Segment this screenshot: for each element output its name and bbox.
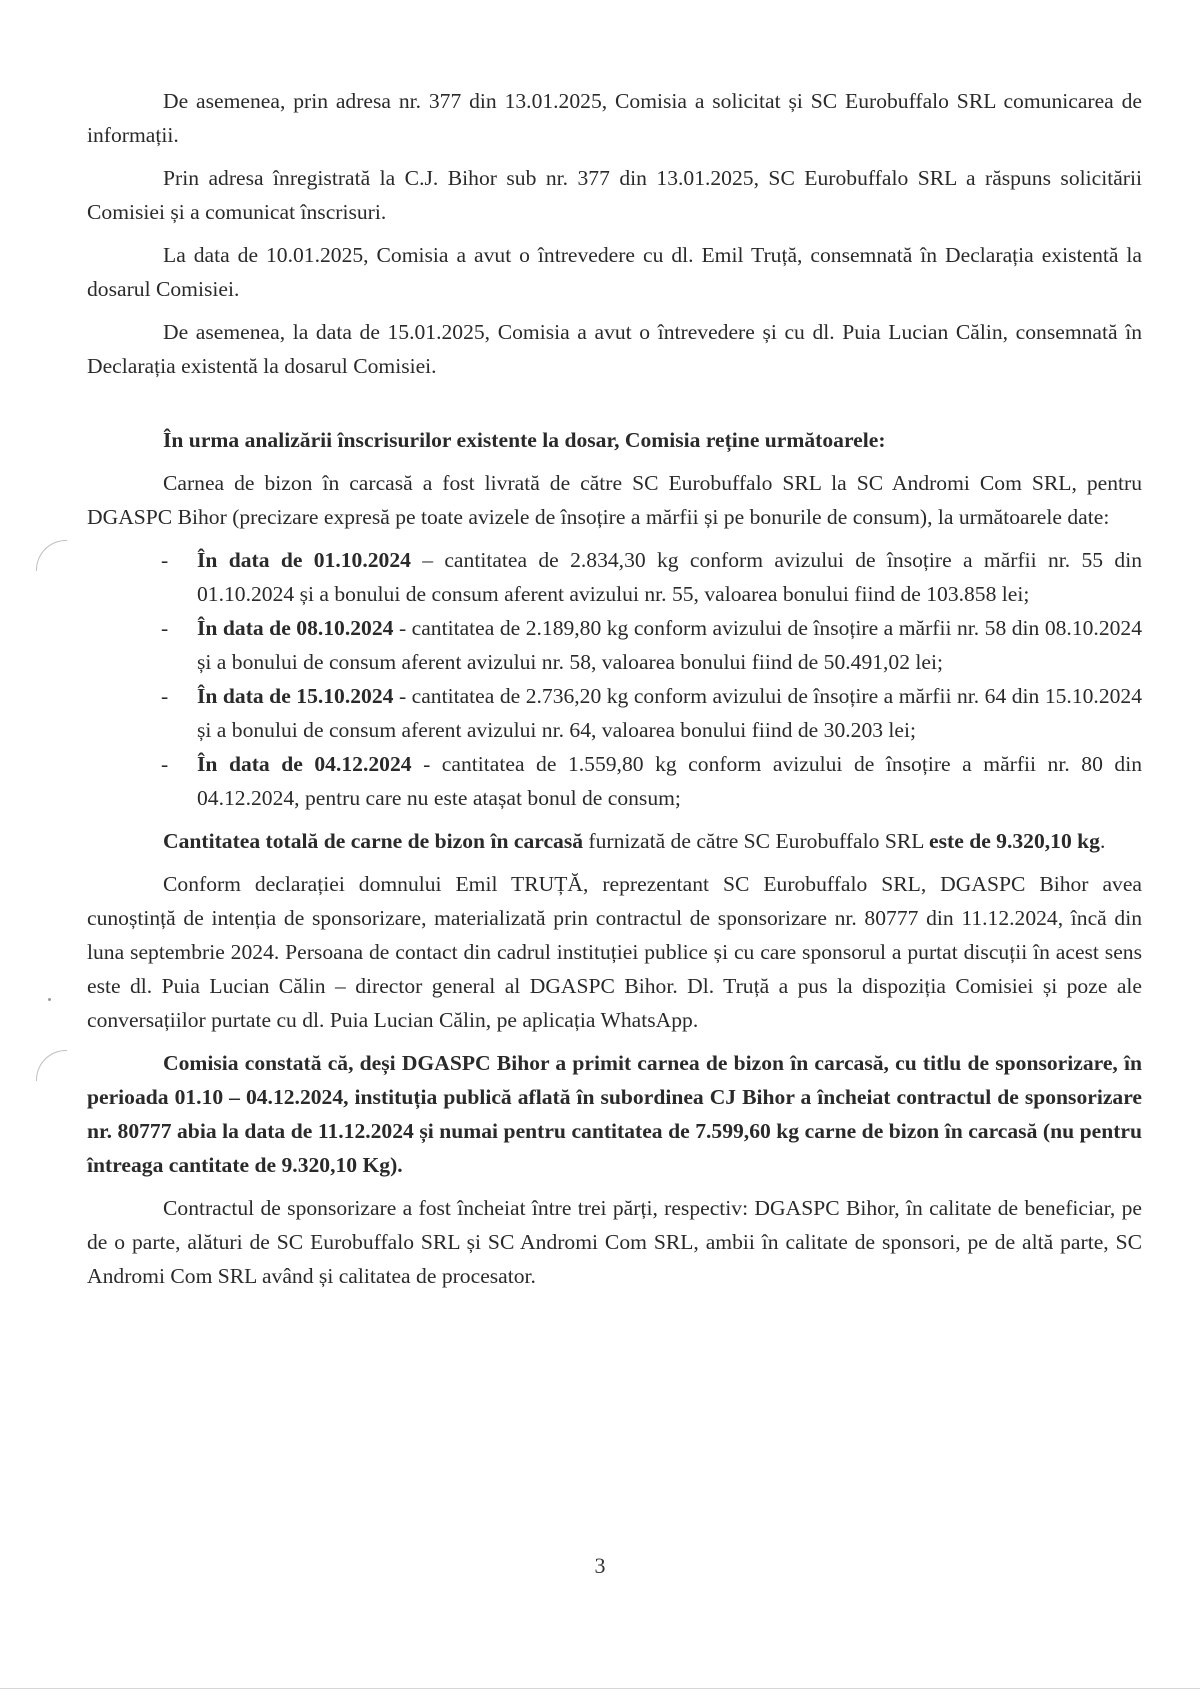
paragraph-meeting-puia: De asemenea, la data de 15.01.2025, Comisia a avut o întrevedere și cu dl. Puia Lucian Călin, consemnată în Declarația existentă la dosarul Comisiei. [87, 320, 1142, 378]
delivery-details: - cantitatea de 1.559,80 kg conform avizului de însoțire a mărfii nr. 80 din 04.12.2024, pentru care nu este atașat bonul de consum; [197, 752, 1142, 810]
delivery-details: - cantitatea de 2.189,80 kg conform avizului de însoțire a mărfii nr. 58 din 08.10.2024 și a bonului de consum aferent avizului nr. 58, valoarea bonului fiind de 50.491,02 lei; [197, 616, 1143, 674]
paragraph-commission-finding: Comisia constată că, deși DGASPC Bihor a primit carnea de bizon în carcasă, cu titlu de sponsorizare, în perioada 01.10 – 04.12.2024, instituția publică aflată în subordinea CJ Bihor a încheiat contractul de sponsorizare nr. 80777 abia la data de 11.12.2024 și numai pentru cantitatea de 7.599,60 kg carne de bizon în carcasă (nu pentru întreaga cantitate de 9.320,10 Kg). [87, 1051, 1142, 1177]
delivery-details: - cantitatea de 2.736,20 kg conform avizului de însoțire a mărfii nr. 64 din 15.10.2024 și a bonului de consum aferent avizului nr. 64, valoarea bonului fiind de 30.203 lei; [197, 684, 1143, 742]
paragraph-request-info: De asemenea, prin adresa nr. 377 din 13.01.2025, Comisia a solicitat și SC Eurobuffalo SRL comunicarea de informații. [87, 89, 1142, 147]
paragraph-declaration: Conform declarației domnului Emil TRUȚĂ, reprezentant SC Eurobuffalo SRL, DGASPC Bihor avea cunoștință de intenția de sponsorizare, materializată prin contractul de sponsorizare nr. 80777 din 11.12.2024, încă din luna septembrie 2024. Persoana de contact din cadrul instituției publice și cu care sponsorul a purtat discuții în acest sens este dl. Puia Lucian Călin – director general al DGASPC Bihor. Dl. Truță a pus la dispoziția Comisiei și poze ale conversațiilor purtate cu dl. Puia Lucian Călin, pe aplicația WhatsApp. [87, 872, 1142, 1032]
paragraph-response: Prin adresa înregistrată la C.J. Bihor sub nr. 377 din 13.01.2025, SC Eurobuffalo SRL a răspuns solicitării Comisiei și a comunicat înscrisuri. [87, 166, 1142, 224]
paragraph-total-quantity: Cantitatea totală de carne de bizon în carcasă furnizată de către SC Eurobuffalo SRL este de 9.320,10 kg. [163, 829, 1106, 853]
paragraph-contract: Contractul de sponsorizare a fost încheiat între trei părți, respectiv: DGASPC Bihor, în calitate de beneficiar, pe de o parte, alături de SC Eurobuffalo SRL și SC Andromi Com SRL, ambii în calitate de sponsori, pe de altă parte, SC Andromi Com SRL având și calitatea de procesator. [87, 1196, 1142, 1288]
paragraph-delivery-intro: Carnea de bizon în carcasă a fost livrată de către SC Eurobuffalo SRL la SC Andromi Com SRL, pentru DGASPC Bihor (precizare expresă pe toate avizele de însoțire a mărfii și pe bonurile de consum), la următoarele date: [87, 471, 1142, 529]
document-body [87, 84, 1142, 1302]
delivery-date: În data de 08.10.2024 [197, 616, 394, 640]
list-item [197, 543, 1142, 611]
findings-heading: În urma analizării înscrisurilor existente la dosar, Comisia reține următoarele: [163, 428, 886, 452]
scan-edge-line [0, 1688, 1200, 1689]
delivery-date: În data de 15.10.2024 [197, 684, 394, 708]
scan-speck [48, 998, 51, 1001]
page-number: 3 [594, 1553, 606, 1578]
list-item [197, 679, 1142, 747]
delivery-details: – cantitatea de 2.834,30 kg conform avizului de însoțire a mărfii nr. 55 din 01.10.2024 și a bonului de consum aferent avizului nr. 55, valoarea bonului fiind de 103.858 lei; [197, 548, 1142, 606]
list-item [197, 747, 1142, 815]
delivery-list [87, 543, 1142, 815]
delivery-date: În data de 01.10.2024 [197, 548, 411, 572]
scan-hole-mark-lower [36, 1050, 67, 1081]
delivery-date: În data de 04.12.2024 [197, 752, 412, 776]
paragraph-meeting-truta: La data de 10.01.2025, Comisia a avut o întrevedere cu dl. Emil Truță, consemnată în Declarația existentă la dosarul Comisiei. [87, 243, 1142, 301]
list-item [197, 611, 1142, 679]
scan-hole-mark-upper [36, 540, 67, 571]
